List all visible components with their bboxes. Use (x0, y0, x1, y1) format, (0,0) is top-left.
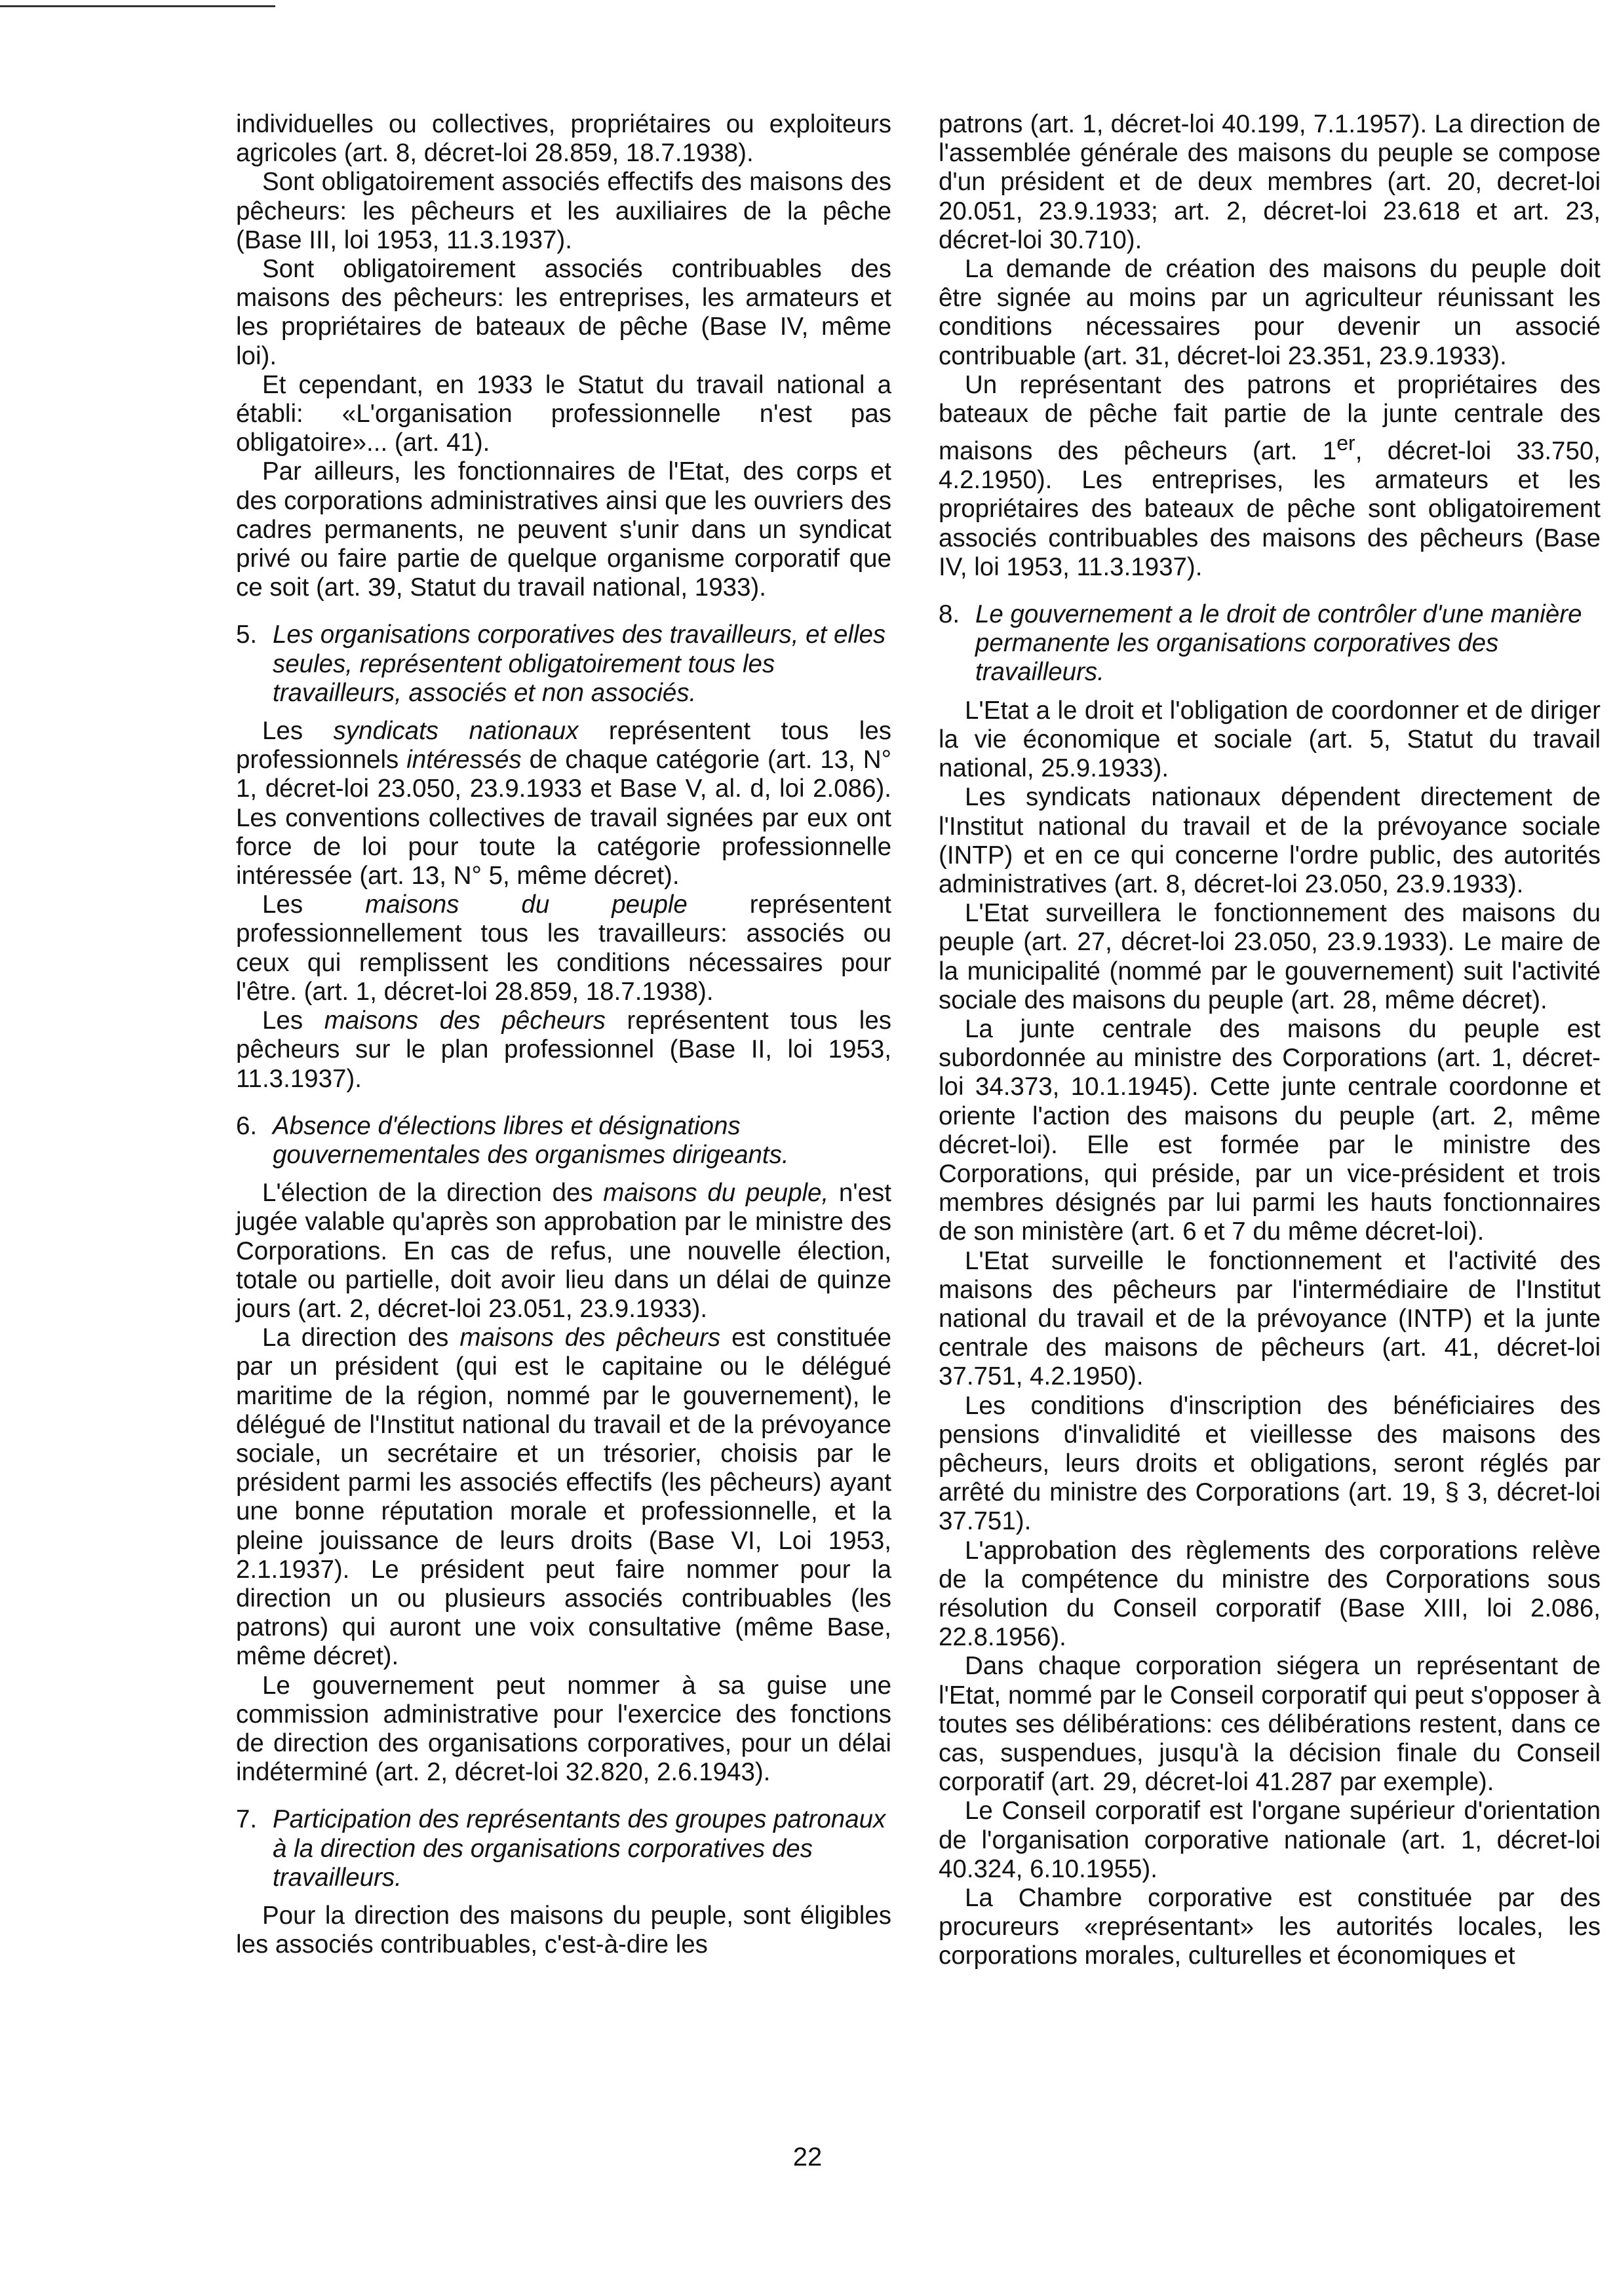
paragraph (236, 717, 891, 890)
section-title: Les organisations corporatives des travailleurs, et elles seules, représentent obligatoirement tous les travailleurs, associés et non associés. (273, 621, 886, 707)
paragraph: Sont obligatoirement associés effectifs des maisons des pêcheurs: les pêcheurs et les auxiliaires de la pêche (Base III, loi 1953, 11.3.1937). (236, 168, 891, 254)
paragraph: Le Conseil corporatif est l'organe supérieur d'orientation de l'organisation corporative nationale (art. 1, décret-loi 40.324, 6.10.1955). (939, 1797, 1601, 1883)
italic-run: maisons des pêcheurs (459, 1324, 721, 1352)
section-title: Absence d'élections libres et désignations gouvernementales des organismes dirigeants. (273, 1111, 789, 1169)
paragraph: Les syndicats nationaux dépendent directement de l'Institut national du travail et de la prévoyance sociale (INTP) et en ce qui concerne l'ordre public, des autorités administratives (art. 8, décret-loi 23.050, 23.9.1933). (939, 783, 1601, 898)
paragraph: L'approbation des règlements des corporations relève de la compétence du ministre des Corporations sous résolution du Conseil corporatif (Base XIII, loi 2.086, 22.8.1956). (939, 1536, 1601, 1652)
paragraph: patrons (art. 1, décret-loi 40.199, 7.1.1957). La direction de l'assemblée générale des maisons du peuple se compose d'un président et de deux membres (art. 20, decret-loi 20.051, 23.9.1933; art. 2, décret-loi 23.618 et art. 23, décret-loi 30.710). (939, 110, 1601, 254)
paragraph: Pour la direction des maisons du peuple, sont éligibles les associés contribuables, c'est-à-dire les (236, 1901, 891, 1959)
section-number: 8. (939, 600, 960, 629)
paragraph (236, 1179, 891, 1324)
section-number: 7. (236, 1805, 258, 1834)
paragraph: Par ailleurs, les fonctionnaires de l'Etat, des corps et des corporations administratives ainsi que les ouvriers des cadres permanents, ne peuvent s'unir dans un syndicat privé ou faire partie de quelque organisme corporatif que ce soit (art. 39, Statut du travail national, 1933). (236, 457, 891, 602)
text-run: , décret-loi 33.750, 4.2.1950). Les entreprises, les armateurs et les propriétaires des bateaux de pêche sont obligatoirement associés contribuables des maisons des pêcheurs (Base IV, loi 1953, 11.3.1937). (939, 437, 1601, 581)
section-heading-7 (236, 1805, 891, 1892)
paragraph: Sont obligatoirement associés contribuables des maisons des pêcheurs: les entreprises, les armateurs et les propriétaires de bateaux de pêche (Base IV, même loi). (236, 255, 891, 370)
italic-run: maisons des pêcheurs (324, 1006, 606, 1035)
paragraph: L'Etat surveille le fonctionnement et l'activité des maisons des pêcheurs par l'intermédiaire de l'Institut national du travail et de la prévoyance (INTP) et la junte centrale des maisons de pêcheurs (art. 41, décret-loi 37.751, 4.2.1950). (939, 1246, 1601, 1391)
section-title: Le gouvernement a le droit de contrôler d'une manière permanente les organisations corporatives des travailleurs. (975, 600, 1582, 687)
text-run: représentent tous les professionnels (236, 717, 891, 775)
text-run: Un représentant des patrons et propriétaires des bateaux de pêche fait partie de la junte centrale des maisons des pêcheurs (art. 1 (939, 370, 1601, 466)
top-rule (0, 5, 275, 7)
text-run: représentent professionnellement tous les travailleurs: associés ou ceux qui remplissent les conditions nécessaires pour l'être. (art. 1, décret-loi 28.859, 18.7.1938). (236, 890, 891, 1006)
italic-run: syndicats nationaux (333, 717, 579, 746)
paragraph (236, 1324, 891, 1671)
paragraph: L'Etat a le droit et l'obligation de coordonner et de diriger la vie économique et sociale (art. 5, Statut du travail national, 25.9.1933). (939, 696, 1601, 783)
text-run: représentent tous les pêcheurs sur le plan professionnel (Base II, loi 1953, 11.3.1937). (236, 1006, 891, 1093)
paragraph (236, 890, 891, 1006)
paragraph: Les conditions d'inscription des bénéficiaires des pensions d'invalidité et vieillesse des maisons des pêcheurs, leurs droits et obligations, seront réglés par arrêté du ministre des Corporations (art. 19, § 3, décret-loi 37.751). (939, 1391, 1601, 1536)
paragraph (939, 371, 1601, 582)
text-run: Les (262, 717, 334, 746)
superscript: er (1336, 431, 1355, 455)
right-column (939, 110, 1601, 1971)
paragraph: L'Etat surveillera le fonctionnement des maisons du peuple (art. 27, décret-loi 23.050, 23.9.1933). Le maire de la municipalité (nommé par le gouvernement) suit l'activité sociale des maisons du peuple (art. 28, même décret). (939, 899, 1601, 1014)
section-title: Participation des représentants des groupes patronaux à la direction des organisations corporatives des travailleurs. (273, 1805, 886, 1892)
paragraph: Dans chaque corporation siégera un représentant de l'Etat, nommé par le Conseil corporatif qui peut s'opposer à toutes ses délibérations: ces délibérations restent, dans ce cas, suspendues, jusqu'à la décision finale du Conseil corporatif (art. 29, décret-loi 41.287 par exemple). (939, 1652, 1601, 1797)
italic-run: intéressés (406, 746, 522, 775)
italic-run: maisons du peuple, (603, 1179, 829, 1208)
paragraph: La demande de création des maisons du peuple doit être signée au moins par un agriculteur réunissant les conditions nécessaires pour devenir un associé contribuable (art. 31, décret-loi 23.351, 23.9.1933). (939, 255, 1601, 370)
text-run: Les (262, 890, 366, 919)
paragraph: Le gouvernement peut nommer à sa guise une commission administrative pour l'exercice des fonctions de direction des organisations corporatives, pour un délai indéterminé (art. 2, décret-loi 32.820, 2.6.1943). (236, 1671, 891, 1787)
page-number: 22 (792, 2143, 823, 2172)
paragraph: La junte centrale des maisons du peuple est subordonnée au ministre des Corporations (art. 1, décret-loi 34.373, 10.1.1945). Cette junte centrale coordonne et oriente l'action des maisons du peuple (art. 2, même décret-loi). Elle est formée par le ministre des Corporations, qui préside, par un vice-président et trois membres désignés par lui parmi les hauts fonctionnaires de son ministère (art. 6 et 7 du même décret-loi). (939, 1014, 1601, 1246)
section-number: 5. (236, 621, 258, 649)
section-heading-8 (939, 600, 1601, 687)
section-number: 6. (236, 1111, 258, 1140)
paragraph (236, 1006, 891, 1094)
section-heading-5 (236, 621, 891, 708)
paragraph: individuelles ou collectives, propriétaires ou exploiteurs agricoles (art. 8, décret-loi 28.859, 18.7.1938). (236, 110, 891, 168)
italic-run: maisons du peuple (365, 890, 688, 919)
text-run: Les (262, 1006, 324, 1035)
text-run: n'est jugée valable qu'après son approbation par le ministre des Corporations. En cas de refus, une nouvelle élection, totale ou partielle, doit avoir lieu dans un délai de quinze jours (art. 2, décret-loi 23.051, 23.9.1933). (236, 1179, 891, 1323)
left-column (236, 110, 891, 1959)
text-run: L'élection de la direction des (262, 1179, 604, 1208)
paragraph: La Chambre corporative est constituée par des procureurs «représentant» les autorités locales, les corporations morales, culturelles et économiques et (939, 1884, 1601, 1970)
paragraph: Et cependant, en 1933 le Statut du travail national a établi: «L'organisation professionnelle n'est pas obligatoire»... (art. 41). (236, 370, 891, 457)
text-run: de chaque catégorie (art. 13, N° 1, décret-loi 23.050, 23.9.1933 et Base V, al. d, loi 2.086). Les conventions collectives de travail signées par eux ont force de loi pour toute la catégorie professionnelle intéressée (art. 13, N° 5, même décret). (236, 746, 891, 890)
text-run: est constituée par un président (qui est le capitaine ou le délégué maritime de la région, nommé par le gouvernement), le délégué de l'Institut national du travail et de la prévoyance sociale, un secrétaire et un trésorier, choisis par le président parmi les associés effectifs (les pêcheurs) ayant une bonne réputation morale et professionnelle, et la pleine jouissance de leurs droits (Base VI, Loi 1953, 2.1.1937). Le président peut faire nommer pour la direction un ou plusieurs associés contribuables (les patrons) qui auront une voix consultative (même Base, même décret). (236, 1324, 891, 1671)
text-run: La direction des (262, 1324, 460, 1352)
section-heading-6 (236, 1112, 891, 1170)
